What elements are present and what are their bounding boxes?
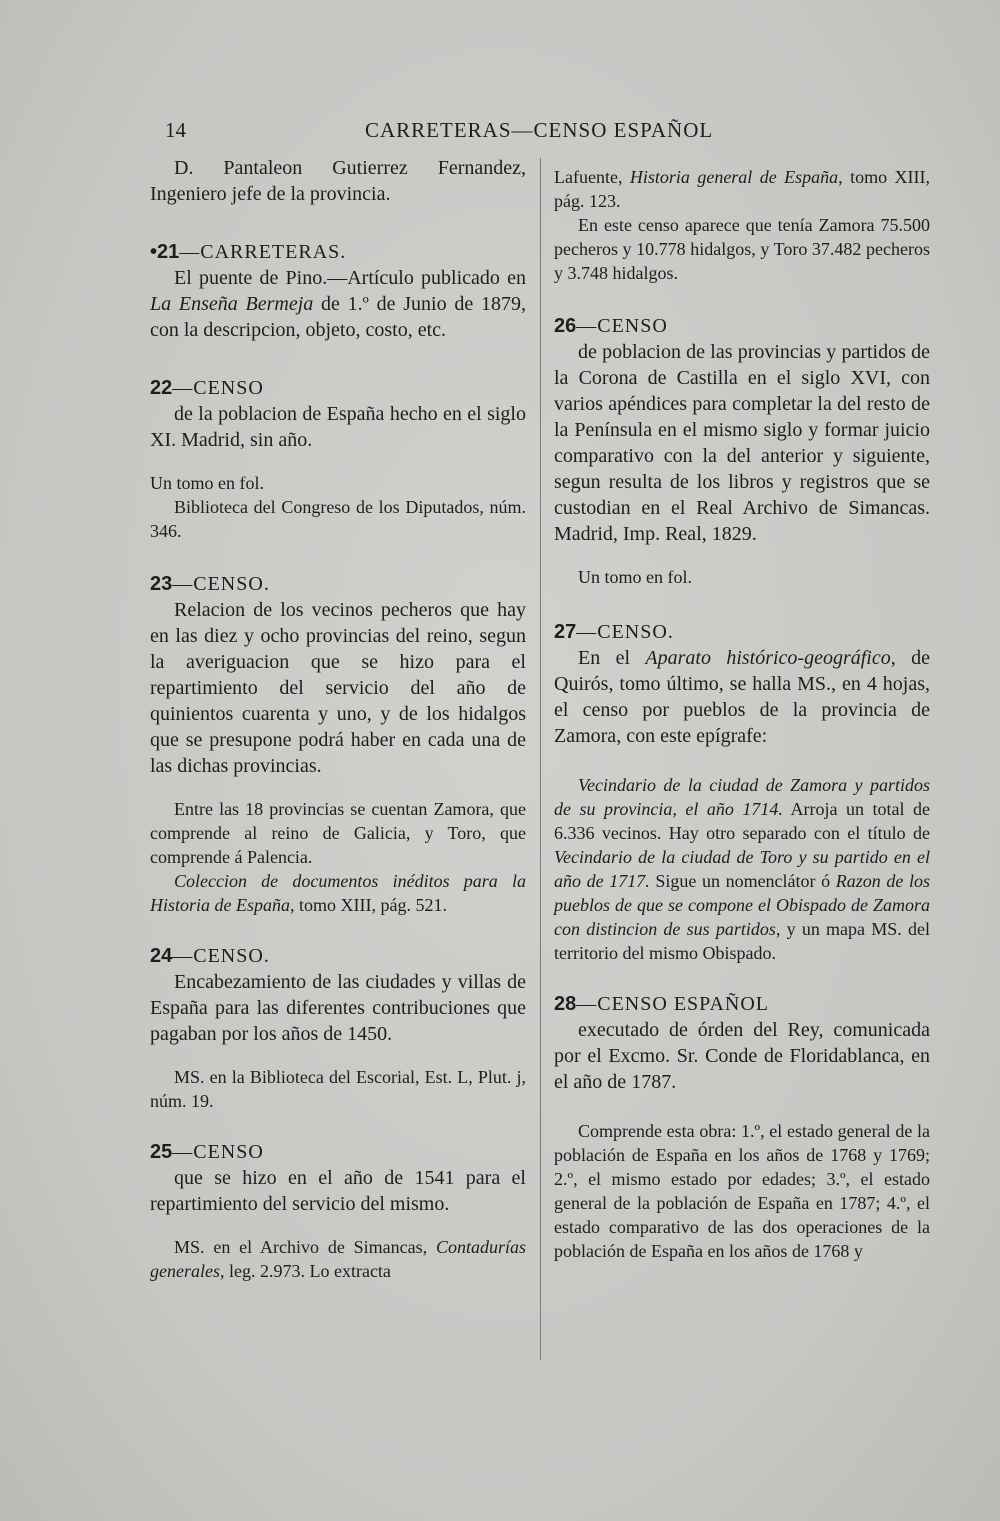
entry-24-text: Encabezamiento de las ciudades y villas de España para las diferentes contribuciones que pagaban por los años de 1450. bbox=[150, 971, 526, 1045]
entry-23-source: Coleccion de documentos inéditos para la Historia de España, tomo XIII, pág. 521. bbox=[150, 871, 526, 915]
entry-title: —CENSO ESPAÑOL bbox=[576, 993, 769, 1015]
entry-title: —CARRETERAS. bbox=[179, 241, 347, 263]
entry-number: 26 bbox=[554, 315, 577, 337]
entry-title: —CENSO. bbox=[576, 621, 674, 643]
entry-28-heading bbox=[554, 991, 930, 1017]
left-column bbox=[150, 155, 526, 1283]
entry-27-note: Vecindario de la ciudad de Zamora y partidos de su provincia, el año 1714. Arroja un total de 6.336 vecinos. Hay otro separado con el título de Vecindario de la ciudad de Toro y su partido en el año de 1717. Sigue un nomenclátor ó Razon de los pueblos de que se compone el Obispado de Zamora con distincion de sus partidos, y un mapa MS. del territorio del mismo Obispado. bbox=[554, 775, 931, 963]
column-divider bbox=[540, 158, 541, 1360]
entry-22-heading bbox=[150, 375, 526, 401]
entry-25-heading bbox=[150, 1139, 526, 1165]
entry-number: 24 bbox=[150, 945, 173, 967]
entry-25-census-note: En este censo aparece que tenía Zamora 75.500 pecheros y 10.778 hidalgos, y Toro 37.482 pecheros y 3.748 hidalgos. bbox=[554, 215, 930, 283]
entry-23-note: Entre las 18 provincias se cuentan Zamora, que comprende al reino de Galicia, y Toro, que comprende á Palencia. bbox=[150, 799, 526, 867]
entry-20-continuation: D. Pantaleon Gutierrez Fernandez, Ingeniero jefe de la provincia. bbox=[150, 157, 526, 205]
entry-26-note: Un tomo en fol. bbox=[578, 567, 692, 587]
entry-number: 27 bbox=[554, 621, 577, 643]
running-head: CARRETERAS—CENSO ESPAÑOL bbox=[365, 118, 714, 142]
entry-22-text: de la poblacion de España hecho en el siglo XI. Madrid, sin año. bbox=[150, 403, 526, 451]
entry-24-note: MS. en la Biblioteca del Escorial, Est. L, Plut. j, núm. 19. bbox=[150, 1067, 526, 1111]
entry-number: 28 bbox=[554, 993, 577, 1015]
entry-23-text: Relacion de los vecinos pecheros que hay en las diez y ocho provincias del reino, segun la averiguacion que se hizo para el repartimiento del servicio del año de quinientos cuarenta y uno, y de los hidalgos que se presupone podrá haber en cada una de las dichas provincias. bbox=[150, 599, 526, 777]
entry-number: 22 bbox=[150, 377, 173, 399]
entry-26-text: de poblacion de las provincias y partidos de la Corona de Castilla en el siglo XVI, con varios apéndices para completar la del resto de la Península en el mismo siglo y formar juicio comparativo con la del anterior y siguiente, segun resulta de los libros y registros que se custodian en el Real Archivo de Simancas. Madrid, Imp. Real, 1829. bbox=[554, 341, 930, 545]
entry-21-heading bbox=[150, 239, 526, 265]
page-number: 14 bbox=[165, 118, 186, 142]
entry-number: 25 bbox=[150, 1141, 173, 1163]
entry-title: —CENSO bbox=[576, 315, 668, 337]
entry-27-text: En el Aparato histórico-geográfico, de Quirós, tomo último, se halla MS., en 4 hojas, el censo por pueblos de la provincia de Zamora, con este epígrafe: bbox=[554, 647, 930, 747]
entry-number: •21 bbox=[150, 241, 180, 263]
entry-number: 23 bbox=[150, 573, 173, 595]
entry-28-text: executado de órden del Rey, comunicada por el Excmo. Sr. Conde de Floridablanca, en el año de 1787. bbox=[554, 1019, 930, 1093]
entry-28-note: Comprende esta obra: 1.º, el estado general de la población de España en los años de 1768 y 1769; 2.º, el mismo estado por edades; 3.º, el estado general de la población de España en 1787; 4.º, el estado comparativo de las dos operaciones de la población de España en los años de 1768 y bbox=[554, 1121, 930, 1261]
entry-26-heading bbox=[554, 313, 930, 339]
entry-23-heading bbox=[150, 571, 526, 597]
entry-25-continuation: Lafuente, Historia general de España, tomo XIII, pág. 123. bbox=[554, 167, 930, 211]
entry-22-note-format: Un tomo en fol. bbox=[150, 473, 264, 493]
entry-24-heading bbox=[150, 943, 526, 969]
entry-22-note-location: Biblioteca del Congreso de los Diputados, núm. 346. bbox=[150, 497, 526, 541]
entry-25-text: que se hizo en el año de 1541 para el repartimiento del servicio del mismo. bbox=[150, 1167, 526, 1215]
entry-25-note: MS. en el Archivo de Simancas, Contadurías generales, leg. 2.973. Lo extracta bbox=[150, 1237, 526, 1281]
entry-title: —CENSO bbox=[172, 1141, 264, 1163]
entry-21-text: El puente de Pino.—Artículo publicado en La Enseña Bermeja de 1.º de Junio de 1879, con la descripcion, objeto, costo, etc. bbox=[150, 267, 526, 341]
entry-title: —CENSO. bbox=[172, 573, 270, 595]
entry-27-heading bbox=[554, 619, 930, 645]
entry-title: —CENSO bbox=[172, 377, 264, 399]
entry-title: —CENSO. bbox=[172, 945, 270, 967]
right-column bbox=[554, 155, 930, 1263]
